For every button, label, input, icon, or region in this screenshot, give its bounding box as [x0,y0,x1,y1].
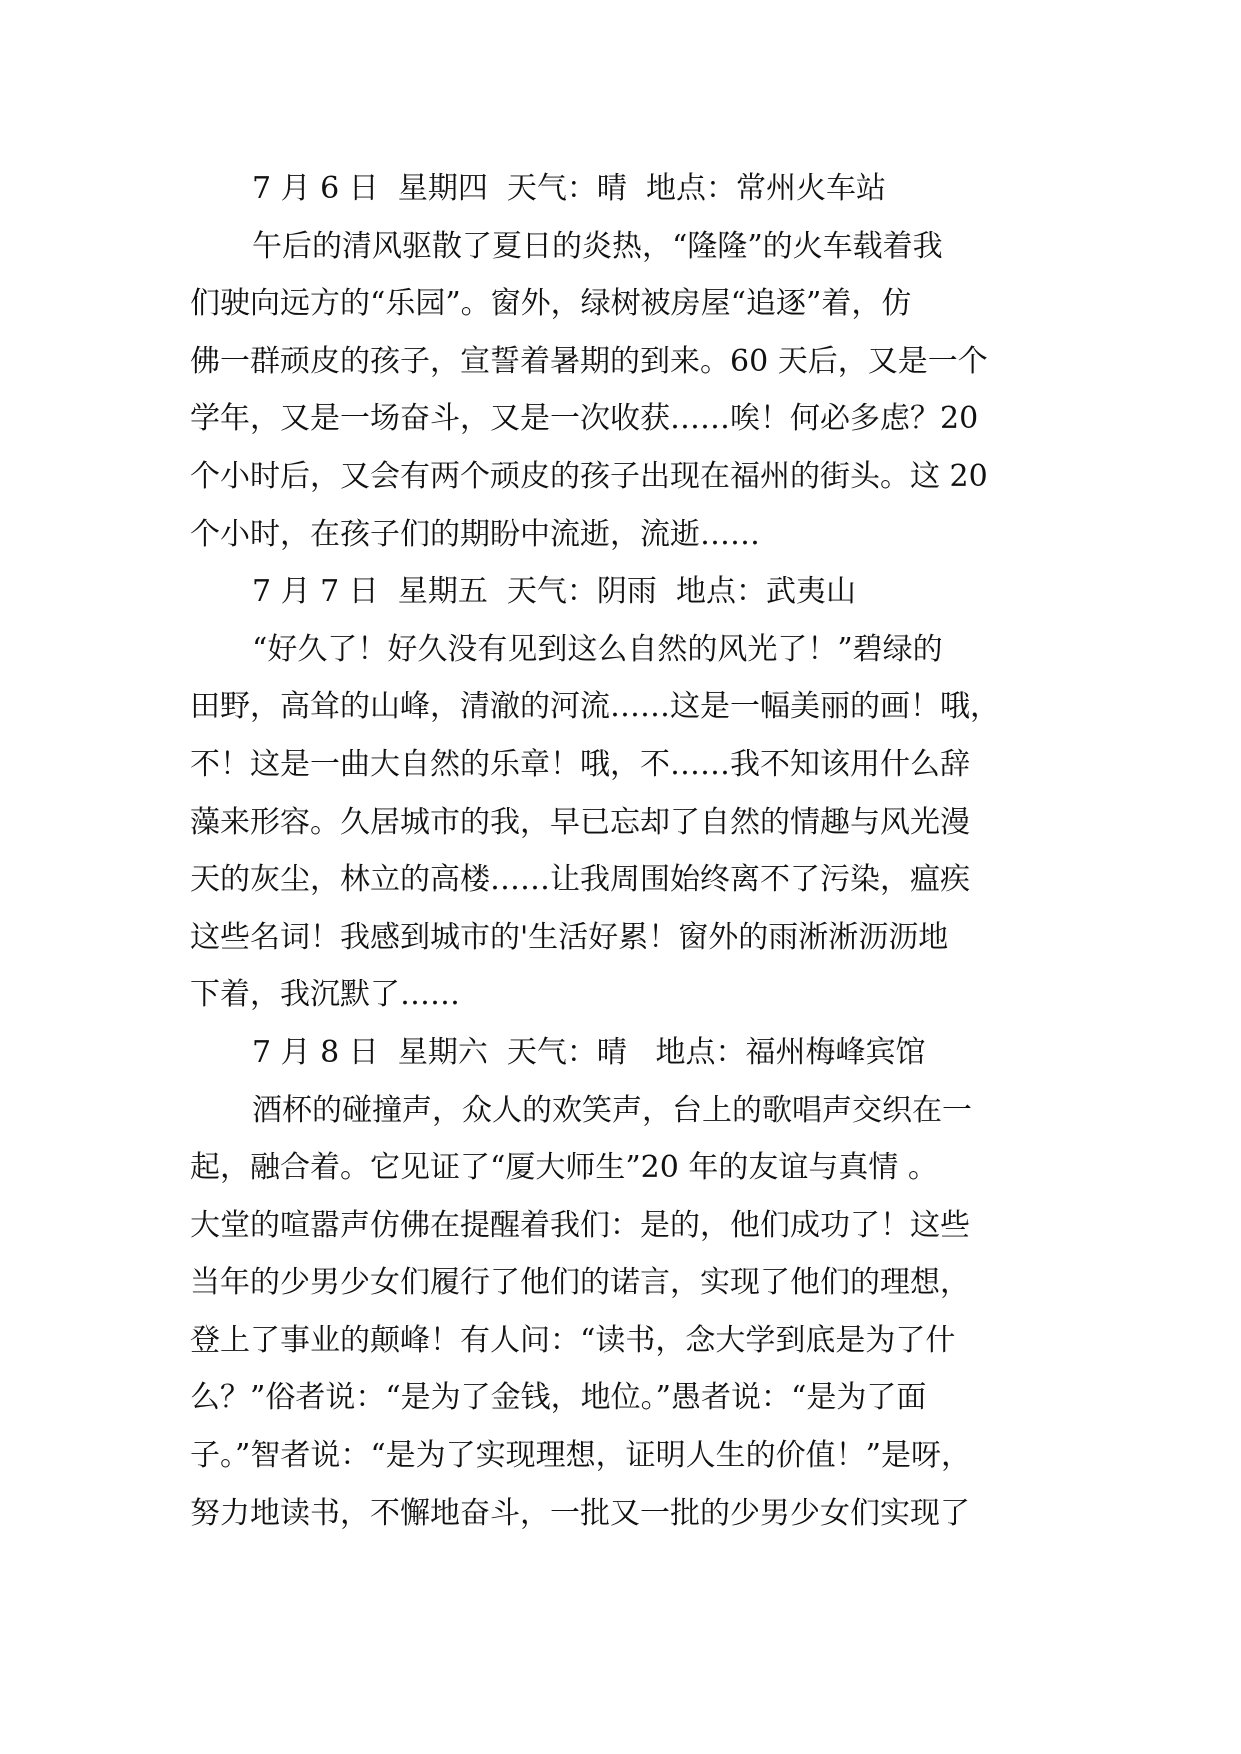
text-line: 个小时后，又会有两个顽皮的孩子出现在福州的街头。这 20 [190,458,988,494]
text-line: 当年的少男少女们履行了他们的诺言，实现了他们的理想， [190,1265,970,1301]
text-line: “好久了！好久没有见到这么自然的风光了！”碧绿的 [252,631,943,667]
text-line: 天的灰尘，林立的高楼……让我周围始终离不了污染，瘟疾 [190,862,970,898]
document-body [190,160,1060,1542]
text-line: 登上了事业的颠峰！有人问：“读书，念大学到底是为了什 [190,1322,956,1358]
text-line: 学年，又是一场奋斗，又是一次收获……唉！何必多虑？20 [190,401,979,437]
text-line: 田野，高耸的山峰，清澈的河流……这是一幅美丽的画！哦， [190,689,1000,725]
text-line: 酒杯的碰撞声，众人的欢笑声，台上的歌唱声交织在一 [252,1092,972,1128]
text-line: 午后的清风驱散了夏日的炎热，“隆隆”的火车载着我 [252,228,943,264]
text-line: 们驶向远方的“乐园”。窗外，绿树被房屋“追逐”着，仿 [190,286,912,322]
text-line: 么？”俗者说：“是为了金钱，地位。”愚者说：“是为了面 [190,1380,927,1416]
text-line: 大堂的喧嚣声仿佛在提醒着我们：是的，他们成功了！这些 [190,1207,970,1243]
text-line: 7 月 7 日 星期五 天气：阴雨 地点：武夷山 [252,574,856,610]
text-line: 佛一群顽皮的孩子，宣誓着暑期的到来。60 天后，又是一个 [190,343,988,379]
text-line: 子。”智者说：“是为了实现理想，证明人生的价值！”是呀， [190,1438,972,1474]
text-line: 这些名词！我感到城市的'生活好累！窗外的雨淅淅沥沥地 [190,919,949,955]
text-line: 个小时，在孩子们的期盼中流逝，流逝…… [190,516,760,552]
text-line: 7 月 6 日 星期四 天气：晴 地点：常州火车站 [252,171,886,206]
text-line: 努力地读书，不懈地奋斗，一批又一批的少男少女们实现了 [190,1495,970,1531]
text-line: 下着，我沉默了…… [190,977,460,1013]
text-line: 7 月 8 日 星期六 天气：晴 地点：福州梅峰宾馆 [252,1034,926,1070]
text-line: 起，融合着。它见证了“厦大师生”20 年的友谊与真情 。 [190,1150,938,1186]
text-line: 不！这是一曲大自然的乐章！哦，不……我不知该用什么辞 [190,746,970,782]
text-line: 藻来形容。久居城市的我，早已忘却了自然的情趣与风光漫 [190,804,970,840]
